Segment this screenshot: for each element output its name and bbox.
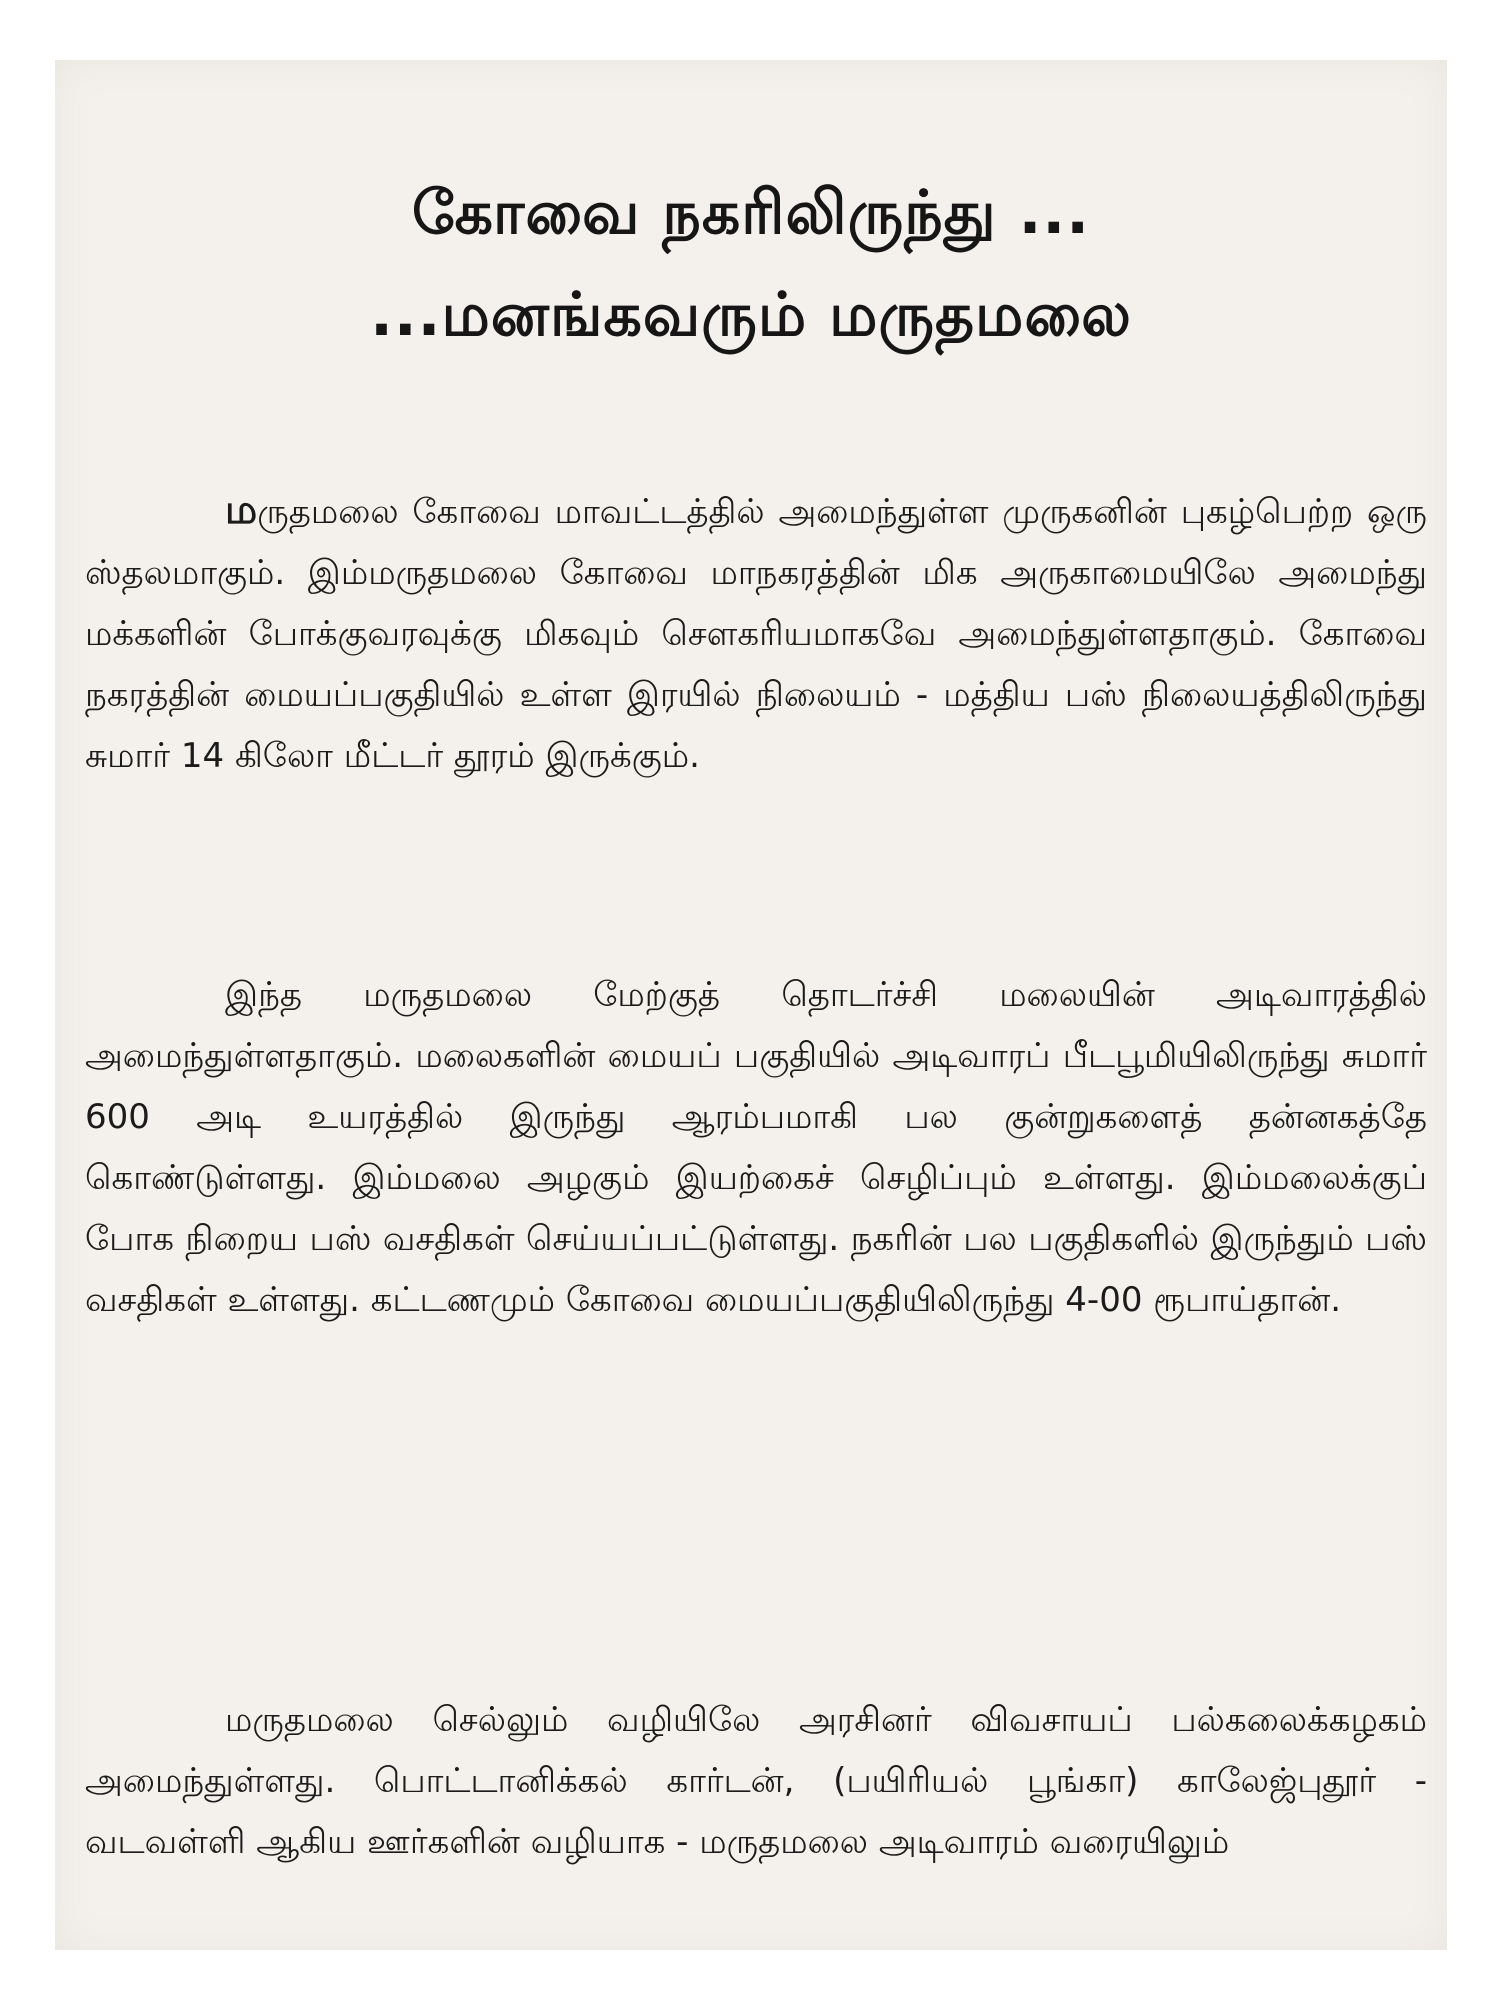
paragraph-1-first-letter: ம — [225, 487, 258, 533]
paragraph-1-text: ருதமலை கோவை மாவட்டத்தில் அமைந்துள்ள முருகனின் புகழ்பெற்ற ஒரு ஸ்தலமாகும். இம்மருதமலை கோவை மாநகரத்தின் மிக அருகாமையிலே அமைந்து மக்களின் போக்குவரவுக்கு மிகவும் சௌகரியமாகவே அமைந்துள்ளதாகும். கோவை நகரத்தின் மையப்பகுதியில் உள்ள இரயில் நிலையம் - மத்திய பஸ் நிலையத்திலிருந்து சுமார் 14 கிலோ மீட்டர் தூரம் இருக்கும். — [85, 492, 1427, 776]
paragraph-2: இந்த மருதமலை மேற்குத் தொடர்ச்சி மலையின் அடிவாரத்தில் அமைந்துள்ளதாகும். மலைகளின் மையப் பகுதியில் அடிவாரப் பீடபூமியிலிருந்து சுமார் 600 அடி உயரத்தில் இருந்து ஆரம்பமாகி பல குன்றுகளைத் தன்னகத்தே கொண்டுள்ளது. இம்மலை அழகும் இயற்கைச் செழிப்பும் உள்ளது. இம்மலைக்குப் போக நிறைய பஸ் வசதிகள் செய்யப்பட்டுள்ளது. நகரின் பல பகுதிகளில் இருந்தும் பஸ் வசதிகள் உள்ளது. கட்டணமும் கோவை மையப்பகுதியிலிருந்து 4-00 ரூபாய்தான். — [85, 975, 1427, 1320]
page-title-line-2: ...மனங்கவரும் மருதமலை — [370, 280, 1132, 350]
book-page — [55, 60, 1447, 1950]
paragraph-1 — [85, 480, 1427, 787]
paragraph-3: மருதமலை செல்லும் வழியிலே அரசினர் விவசாயப் பல்கலைக்கழகம் அமைந்துள்ளது. பொட்டானிக்கல் கார்டன், (பயிரியல் பூங்கா) காலேஜ்புதூர் - வடவள்ளி ஆகிய ஊர்களின் வழியாக - மருதமலை அடிவாரம் வரையிலும் — [85, 1700, 1427, 1862]
page-title-line-1: கோவை நகரிலிருந்து ... — [412, 178, 1090, 248]
